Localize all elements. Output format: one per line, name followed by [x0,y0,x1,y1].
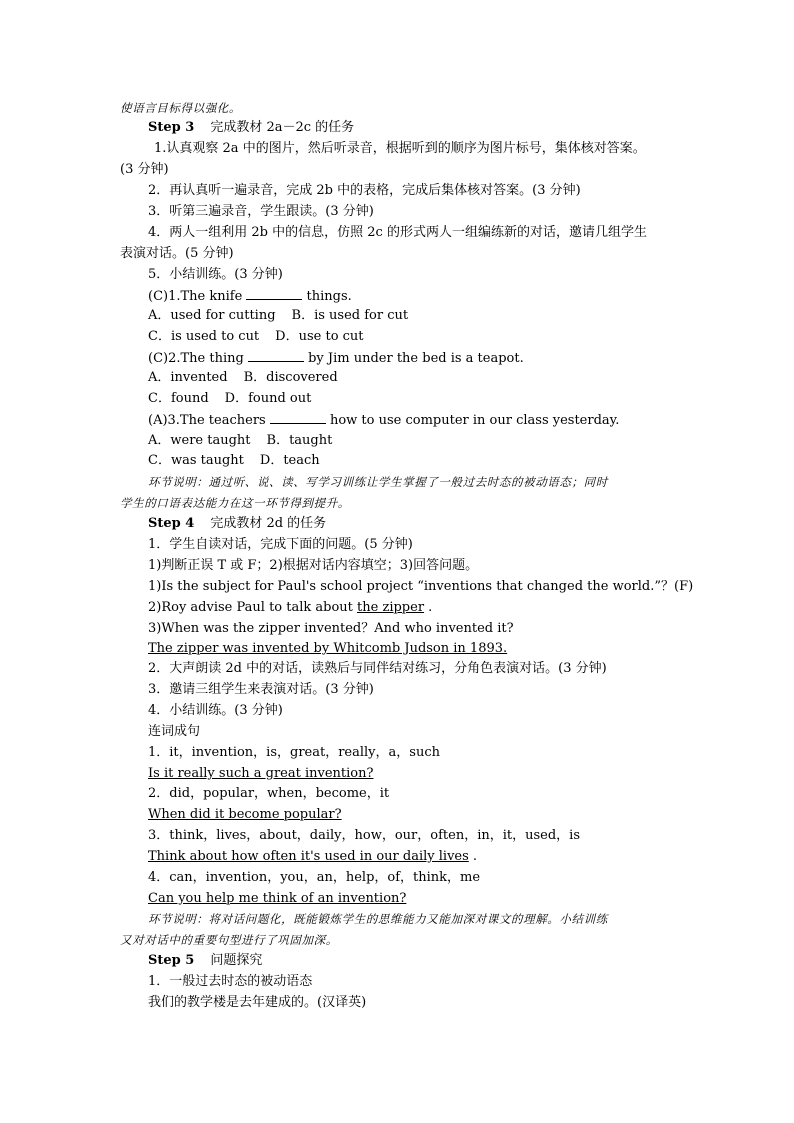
step3-item-4: 4．两人一组利用 2b 中的信息，仿照 2c 的形式两人一组编练新的对话，邀请几组学生 [148,225,647,240]
step5-title: 问题探究 [210,953,263,968]
connect-item-1-answer: Is it really such a great invention? [148,766,374,781]
answer-blank [270,411,326,424]
mcq-3-options-cd [148,452,320,470]
option-c: C．found [148,391,209,406]
option-d: D．found out [224,391,312,406]
step3-note-line-2: 学生的口语表达能力在这一环节得到提升。 [120,496,350,510]
answer-blank [246,287,302,300]
step4-label: Step 4 [148,516,195,531]
step4-question-3: 3)When was the zipper invented？And who invented it? [148,621,514,636]
option-b: B．is used for cut [291,308,409,323]
step3-item-3: 3．听第三遍录音，学生跟读。(3 分钟) [148,204,374,219]
step3-item-2: 2．再认真听一遍录音，完成 2b 中的表格，完成后集体核对答案。(3 分钟) [148,183,581,198]
step4-question-1: 1)Is the subject for Paul's school project “inventions that changed the world.”？(F) [148,579,694,594]
step5-item-1-sub: 我们的教学楼是去年建成的。(汉译英) [148,995,367,1010]
option-a: A．invented [148,370,228,385]
mcq-1-stem: (C)1.The knife things. [148,289,352,304]
mcq-2-stem: (C)2.The thing by Jim under the bed is a teapot. [148,351,524,366]
step5-item-1: 1．一般过去时态的被动语态 [148,974,313,989]
step3-item-4-cont: 表演对话。(5 分钟) [120,246,234,261]
step4-heading [148,515,326,533]
mcq-1-options-ab [148,307,408,325]
option-b: B．taught [266,433,333,448]
mcq-2-options-ab [148,369,338,387]
intro-note: 使语言目标得以强化。 [120,101,241,115]
step4-title: 完成教材 2d 的任务 [210,516,327,531]
option-a: A．were taught [148,433,251,448]
mcq-2-options-cd [148,390,311,408]
mcq-3-stem: (A)3.The teachers how to use computer in our class yesterday. [148,413,620,428]
step3-title: 完成教材 2a－2c 的任务 [210,120,355,135]
connect-item-1-words: 1．it，invention，is，great，really，a，such [148,745,440,760]
step4-question-3-answer: The zipper was invented by Whitcomb Judson in 1893. [148,641,508,656]
step3-label: Step 3 [148,120,195,135]
step4-item-4: 4．小结训练。(3 分钟) [148,703,283,718]
answer-text: the zipper [357,600,425,615]
connect-item-2-answer: When did it become popular? [148,807,342,822]
option-d: D．use to cut [275,329,364,344]
mcq-1-options-cd [148,328,364,346]
connect-item-4-answer: Can you help me think of an invention? [148,891,407,906]
step4-note-line-1: 环节说明：将对话问题化，既能锻炼学生的思维能力又能加深对课文的理解。小结训练 [148,912,608,926]
connect-item-3-words: 3．think，lives，about，daily，how，our，often，in，it，used，is [148,828,580,843]
answer-blank [248,349,304,362]
step4-question-2: 2)Roy advise Paul to talk about the zipper . [148,600,433,615]
step3-item-5: 5．小结训练。(3 分钟) [148,267,283,282]
step5-heading [148,952,262,970]
step3-heading [148,119,354,137]
step3-item-1-cont: (3 分钟) [120,162,169,177]
option-a: A．used for cutting [148,308,276,323]
connect-item-4-words: 4．can，invention，you，an，help，of，think，me [148,870,481,885]
connect-item-3-answer: Think about how often it's used in our daily lives . [148,849,478,864]
option-d: D．teach [259,453,320,468]
option-b: B．discovered [243,370,338,385]
step4-item-1-sub: 1)判断正误 T 或 F；2)根据对话内容填空；3)回答问题。 [148,558,479,573]
step4-item-2: 2．大声朗读 2d 中的对话，读熟后与同伴结对练习，分角色表演对话。(3 分钟) [148,661,607,676]
step4-note-line-2: 又对对话中的重要句型进行了巩固加深。 [120,933,338,947]
step3-note-line-1: 环节说明：通过听、说、读、写学习训练让学生掌握了一般过去时态的被动语态；同时 [148,475,608,489]
step5-label: Step 5 [148,953,195,968]
mcq-3-options-ab [148,432,332,450]
option-c: C．is used to cut [148,329,260,344]
step4-item-1: 1．学生自读对话，完成下面的问题。(5 分钟) [148,537,413,552]
connect-item-2-words: 2．did，popular，when，become，it [148,786,390,801]
step4-item-3: 3．邀请三组学生来表演对话。(3 分钟) [148,682,374,697]
connect-words-title: 连词成句 [148,724,201,739]
option-c: C．was taught [148,453,244,468]
step3-item-1: 1.认真观察 2a 中的图片，然后听录音，根据听到的顺序为图片标号，集体核对答案。 [154,141,646,156]
